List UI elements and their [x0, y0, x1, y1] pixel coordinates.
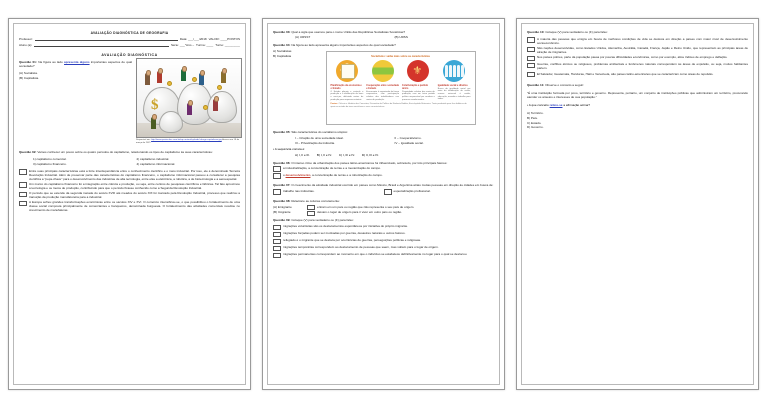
page-1-content: [13, 23, 246, 385]
q10-statement-text: El Salvador, Guatemala, Honduras, Haiti e Venezuela, são países latino-americanos que se caracterizam como áreas de repulsão.: [537, 71, 714, 76]
money-bag: [159, 111, 183, 133]
hammer-sickle-icon: ⚜: [407, 60, 429, 82]
infographic-columns: [331, 60, 471, 102]
q09-statement[interactable]: [273, 224, 494, 230]
document-circle-icon: [336, 60, 358, 82]
q02-statement[interactable]: [19, 200, 240, 212]
question-03-label: Questão 03:: [273, 30, 291, 34]
q11-prompt-prefix: • A que conceito: [527, 103, 549, 108]
money-bag: [207, 91, 237, 123]
question-02-text: Vamos conhecer um pouco sobre os quatro períodos do capitalismo, relacionando os tipos de capitalismo às suas características:: [37, 149, 213, 154]
question-01-option-b[interactable]: (B) Capitalista.: [19, 75, 39, 80]
q06-option-text: a industrialização, a concentração de terras e a mecanização do campo.: [283, 165, 381, 170]
question-03-options: [273, 34, 494, 39]
infographic-column: [366, 60, 399, 102]
question-09-statements: [273, 224, 494, 258]
question-05-prompt: • A sequência correta é:: [273, 146, 306, 151]
question-03-text: Qual a sigla que usamos para o nome União das Repúblicas Socialistas Soviéticas?: [291, 30, 406, 34]
answer-box[interactable]: [273, 225, 281, 230]
question-04-option-b[interactable]: B) Capitalista: [273, 53, 292, 58]
question-11-prompt: [527, 103, 748, 107]
q02-item-3: 3) capitalismo financeiro.: [33, 161, 67, 166]
q09-statement[interactable]: [273, 245, 494, 251]
infographic-column: [331, 60, 364, 102]
q05-alt-a[interactable]: A) I, II e III.: [295, 152, 310, 157]
infographic-heading: Planificação da economia e o Estado: [330, 83, 362, 90]
q11-option-a[interactable]: A) Território.: [527, 111, 544, 116]
q02-item-1: 1) capitalismo comercial.: [33, 157, 67, 162]
page-1[interactable]: [8, 18, 251, 390]
page-2-content: [267, 23, 500, 385]
q08-left-b: (B) Imigrante: [273, 209, 291, 214]
q10-statement-text: São nações desenvolvidas, como Estados Unidos, Alemanha, Austrália, Canadá, França, Japão e Reino Unido, que representam as principais áreas de atração de imigrantes.: [537, 46, 748, 55]
q07-option[interactable]: [273, 189, 384, 195]
figure-capitalism-wrapper: [136, 58, 240, 145]
answer-box[interactable]: [527, 56, 535, 61]
q10-statement[interactable]: [527, 37, 748, 45]
infographic-heading: Coletivização e partido único: [402, 83, 429, 90]
question-06-label: Questão 06:: [273, 160, 291, 165]
question-05-label: Questão 05:: [273, 129, 291, 134]
q11-option-c[interactable]: C) Estado.: [527, 120, 542, 125]
q08-right-item[interactable]: [307, 210, 494, 216]
q10-statement[interactable]: [527, 55, 748, 61]
question-02-items: [19, 157, 240, 166]
answer-box[interactable]: [273, 246, 281, 251]
answer-box[interactable]: [273, 189, 281, 194]
q05-item-i: I – Criação de uma sociedade ideal.: [295, 136, 344, 141]
q02-statement[interactable]: [19, 191, 240, 199]
q02-item-2: 2) capitalismo industrial.: [136, 157, 170, 162]
q09-statement[interactable]: [273, 238, 494, 244]
figure-caption: [136, 139, 240, 145]
caption-prefix: Disponível em:: [136, 139, 151, 141]
question-02-label: Questão 02:: [19, 149, 37, 154]
q07-option[interactable]: [384, 189, 495, 195]
q02-statement-text: A Europa sofreu grandes transformações econômicas entre os séculos XIV e XVI. O comércio intensificou-se, o que possibilitou o fortalecimento de uma classe social composta principalmente de comerciantes e banqueiros, denominada burguesia. O fortalecimento das atividades comerciais resultou no crescimento de manufaturas.: [29, 200, 240, 213]
q09-statement[interactable]: [273, 252, 494, 258]
q09-statement[interactable]: [273, 231, 494, 237]
infographic-footer-label: Fontes:: [330, 103, 339, 106]
q05-alt-d[interactable]: D) II, III e IV.: [361, 152, 379, 157]
field-professor-row[interactable]: [19, 36, 240, 41]
q05-item-iii: III – Privatização da indústria.: [295, 140, 335, 145]
answer-box[interactable]: [384, 189, 392, 194]
answer-box[interactable]: [19, 182, 27, 187]
infographic-body: O Estado planeja e controla a produção e a distribuição de bens e serviços, definindo metas de produção para empresas estatais.: [330, 90, 364, 101]
question-04: [273, 43, 494, 47]
question-09-text: Coloque (V) para verdadeiro ou (F) para falso:: [291, 218, 354, 223]
question-08-label: Questão 08:: [273, 198, 291, 203]
professor-label: Professor:: [19, 37, 33, 41]
caption-access: Acesso em 19 de março de 2021: [136, 139, 240, 144]
q06-option-text: o desenvolvimento, a concentração de terras e a robotização do campo.: [283, 172, 383, 177]
q05-alt-b[interactable]: B) I, II e IV.: [316, 152, 332, 157]
question-03-option-b[interactable]: (B) URSS: [394, 34, 408, 39]
question-04-body: [273, 49, 494, 125]
infographic-body: A economia é organizada de forma cooperativa, com participação coletiva dos trabalhadores nos meios de produção.: [366, 90, 399, 101]
question-11: [527, 83, 748, 87]
turma-label: Turma: ____: [196, 43, 214, 47]
q02-statement[interactable]: [19, 169, 240, 181]
infographic-footer-text: Ciência e História dos Conceitos; Dicionário de Política de Norberto Bobbio; Enciclopédia Britannica. Texto produzido para fins didáticos de apoio ao estudo do tema socialismo e suas características.: [330, 103, 467, 109]
coin-icon: [203, 105, 208, 110]
answer-box[interactable]: [19, 192, 27, 197]
question-06-text: O intenso ritmo da urbanização dos países latino-americanos foi influenciado, sobretudo, por três principais fatores:: [291, 160, 448, 165]
cartoon-person: [199, 73, 204, 85]
answer-box[interactable]: [273, 239, 281, 244]
page-2[interactable]: [262, 18, 505, 390]
page-3[interactable]: [516, 18, 759, 390]
question-08: [273, 199, 494, 203]
valor-label: VALOR: ____PONTOS: [208, 37, 240, 41]
question-10-statements: [527, 37, 748, 77]
dollar-sign-icon: $: [151, 97, 159, 113]
question-11-text: Observe o conceito a seguir:: [545, 83, 584, 88]
field-aluno-row[interactable]: [19, 42, 240, 47]
answer-box[interactable]: [527, 72, 535, 77]
question-05: [273, 130, 494, 134]
q10-statement-text: Nos países pobres, parte da população passa por poucas dificuldades econômicas, como por exemplo, altos índices de emprego e deflação.: [537, 55, 728, 60]
question-03-option-a[interactable]: (A) URSST: [295, 34, 311, 39]
q06-option[interactable]: [273, 166, 494, 172]
page-3-content: [521, 23, 754, 385]
q02-item-4: 4) capitalismo informacional.: [136, 161, 176, 166]
question-09-label: Questão 09:: [273, 218, 291, 223]
question-10: [527, 30, 748, 34]
q07-option-text: trabalho nas indústrias.: [283, 188, 315, 193]
q09-statement-text: migrações forçadas podem ser motivadas por guerras, desastres naturais e outros fatores.: [283, 231, 406, 236]
answer-box[interactable]: [273, 166, 281, 171]
q10-statement[interactable]: [527, 72, 748, 78]
q10-statement[interactable]: [527, 46, 748, 54]
handshake-circle-icon: [372, 60, 394, 82]
q02-statement-text: O período que se estende da segunda metade do século XVIII até meados do século XIX foi marcado pela Revolução Industrial, processo que realizou a transição da produção manufatureira para a industrial.: [29, 191, 240, 200]
question-10-label: Questão 10:: [527, 30, 545, 34]
cartoon-person: [221, 71, 226, 83]
answer-box[interactable]: [527, 63, 535, 68]
question-07: [273, 183, 494, 187]
answer-box[interactable]: [527, 37, 535, 42]
question-04-text: Na figura ao lado apresenta alguns importantes aspectos de qual sociedade?: [291, 42, 396, 47]
q11-option-d[interactable]: D) Governo.: [527, 125, 544, 130]
caption-url[interactable]: http://www.ipatriachas.com.br/wp-content/uploads/charge-capitalismo.jpg: [151, 139, 222, 141]
q06-highlight: desenvolvimento: [285, 172, 311, 177]
cartoon-person: [213, 99, 218, 111]
q02-statement[interactable]: [19, 182, 240, 190]
people-circle-icon: [443, 60, 465, 82]
question-02: [19, 150, 240, 154]
answer-box[interactable]: [307, 211, 315, 216]
coin-icon: [217, 85, 222, 90]
question-09: [273, 218, 494, 222]
q11-prompt-suffix: a afirmação acima?: [563, 103, 590, 108]
q02-statement-text: Entre suas principais características está a forte interdependência entre o conhecimento científico e o meio industrial. Por isso, ele é denominado Terceira Revolução Industrial. Além de preservar parte das características do capitalismo financeiro, o capitalismo informacional passou a considerar a pesquisa científica a "peça-chave" para o desenvolvimento das indústrias de alta tecnologia, entre elas a eletrônica, a robótica, a de biotecnologia e a aeroespacial.: [29, 168, 240, 181]
cartoon-person: [157, 71, 162, 83]
q08-left-a: (A) Emigrante: [273, 205, 292, 210]
q11-prompt-link[interactable]: refere-se: [549, 103, 563, 108]
cartoon-person: [181, 69, 186, 81]
q08-right-text: entram em um país ou região que não representa o seu país de origem.: [317, 204, 415, 209]
answer-box[interactable]: [273, 173, 281, 178]
professor-input[interactable]: [35, 36, 178, 41]
question-11-options: [527, 111, 748, 129]
q09-statement-text: migrações temporárias correspondem ao deslocamento de pessoas que saem, mas voltam para o lugar de origem.: [283, 245, 439, 250]
question-11-quote: "É uma instituição formada por povo, território e governo. Representa, portanto, um conjunto de instituições públicas que administram um território, procurando atender os anseios e interesses de sua população.": [527, 91, 748, 100]
cartoon-person: [145, 73, 150, 85]
money-bags-capitalism-cartoon: [136, 58, 242, 138]
infographic-heading: Cooperação entre sociedade e Estado: [366, 83, 399, 90]
question-01-text: Na figura ao lado: [38, 60, 63, 64]
question-05-alternatives: [273, 153, 494, 157]
q10-statement[interactable]: [527, 62, 748, 70]
infographic-heading: Igualdade social e direitos: [437, 83, 468, 87]
header-title: AVALIAÇÃO DIAGNÓSTICA DE GEOGRAFIA: [90, 31, 169, 35]
turno-label: Turno: _________: [215, 43, 240, 47]
q08-right-text: deixam o lugar de origem para ir viver em outro país ou região.: [317, 210, 403, 215]
cartoon-person: [187, 103, 192, 115]
aluno-input[interactable]: [34, 42, 169, 47]
answer-box[interactable]: [273, 232, 281, 237]
infographic-title: Socialismo: saiba mais sobre as características: [371, 54, 430, 58]
serie-label: Série: ___°Ano –: [170, 43, 195, 47]
q05-alt-c[interactable]: C) I, III e IV.: [338, 152, 355, 157]
answer-box[interactable]: [307, 205, 315, 210]
q09-statement-text: refugiado é o migrante que se desloca por ocorrências de guerras, perseguições políticas e religiosas.: [283, 238, 422, 243]
question-01-link[interactable]: apresenta alguns: [64, 60, 90, 64]
q10-statement-text: Guerras, conflitos étnicos ou religiosos, problemas ambientais e fenômenos naturais correspondem às áreas de expulsão, ou seja, muitos habitantes partem.: [537, 62, 748, 71]
question-05-items: [273, 136, 494, 145]
infographic-body: Propriedade coletiva dos meios de produção, com um único partido político responsável por conduzir o processo revolucionário.: [402, 90, 435, 101]
infographic-column: [402, 60, 435, 102]
answer-box[interactable]: [19, 169, 27, 174]
q10-statement-text: A maioria das pessoas que emigra em busca de melhores condições de vida se desloca em direção a países com maior nível de desenvolvimento socioeconômico.: [537, 37, 748, 45]
question-07-options: [273, 188, 494, 195]
answer-box[interactable]: [19, 201, 27, 206]
infographic-footer: [331, 103, 471, 108]
question-01-label: Questão 01:: [19, 60, 37, 64]
data-label: Data: ___/___/2018: [179, 37, 207, 41]
socialism-infographic: [326, 51, 476, 125]
infographic-column: [438, 60, 471, 102]
answer-box[interactable]: [527, 47, 535, 52]
question-05-text: São características do socialismo utópico:: [291, 129, 349, 134]
q11-option-b[interactable]: B) País.: [527, 115, 538, 120]
q07-option-text: especialização profissional.: [393, 188, 431, 193]
answer-box[interactable]: [273, 253, 281, 258]
question-01-option-a[interactable]: (A) Socialista.: [19, 71, 38, 75]
question-10-text: Coloque (V) para verdadeiro ou (F) para falso:: [545, 30, 608, 34]
coin-icon: [167, 81, 172, 86]
question-07-text: O crescimento da atividade industrial ocorrido em países como México, Brasil e Argentina atraiu muitas pessoas em direção às cidades em busca de:: [291, 182, 494, 187]
coin-icon: [192, 77, 197, 82]
question-02-statements: [19, 169, 240, 213]
question-04-label: Questão 04:: [273, 42, 291, 47]
infographic-body: Busca da igualdade social por meio da distribuição de renda, acesso universal à saúde, educação, moradia e trabalho para todos.: [437, 87, 471, 101]
question-08-text: Relacione as colunas corretamente:: [291, 198, 340, 203]
q06-option[interactable]: [273, 173, 494, 179]
question-07-label: Questão 07:: [273, 182, 291, 187]
cartoon-person: [151, 117, 156, 129]
assessment-title: AVALIAÇÃO DIAGNÓSTICA: [101, 53, 158, 57]
question-04-option-a[interactable]: A) Socialistas: [273, 49, 292, 54]
q05-item-ii: II – Cooperativismo.: [394, 136, 422, 141]
question-01-text2: importantes aspectos de qual sociedade?: [19, 60, 132, 68]
aluno-label: Aluno (a):: [19, 43, 33, 47]
q09-statement-text: migrações permanentes correspondem ao momento em que o indivíduo se estabelece definitivamente no lugar para o qual se deslocou.: [283, 252, 468, 257]
question-11-label: Questão 11:: [527, 83, 545, 88]
question-08-columns: [273, 205, 494, 217]
q09-statement-text: migrações voluntárias são os deslocamentos espontâneos por iniciativa do próprio migrante.: [283, 224, 408, 229]
q05-item-iv: IV – Igualdade social.: [394, 140, 424, 145]
question-06: [273, 161, 494, 165]
q02-statement-text: Um marco do capitalismo financeiro foi a integração entre ciência e produção, ou seja, entre centros de pesquisas científicos e fábricas. Tal fato aproximou a tecnologia e os meios de produção, contribuindo para que o período ficasse conhecido como a Segunda Revolução Industrial.: [29, 182, 240, 191]
